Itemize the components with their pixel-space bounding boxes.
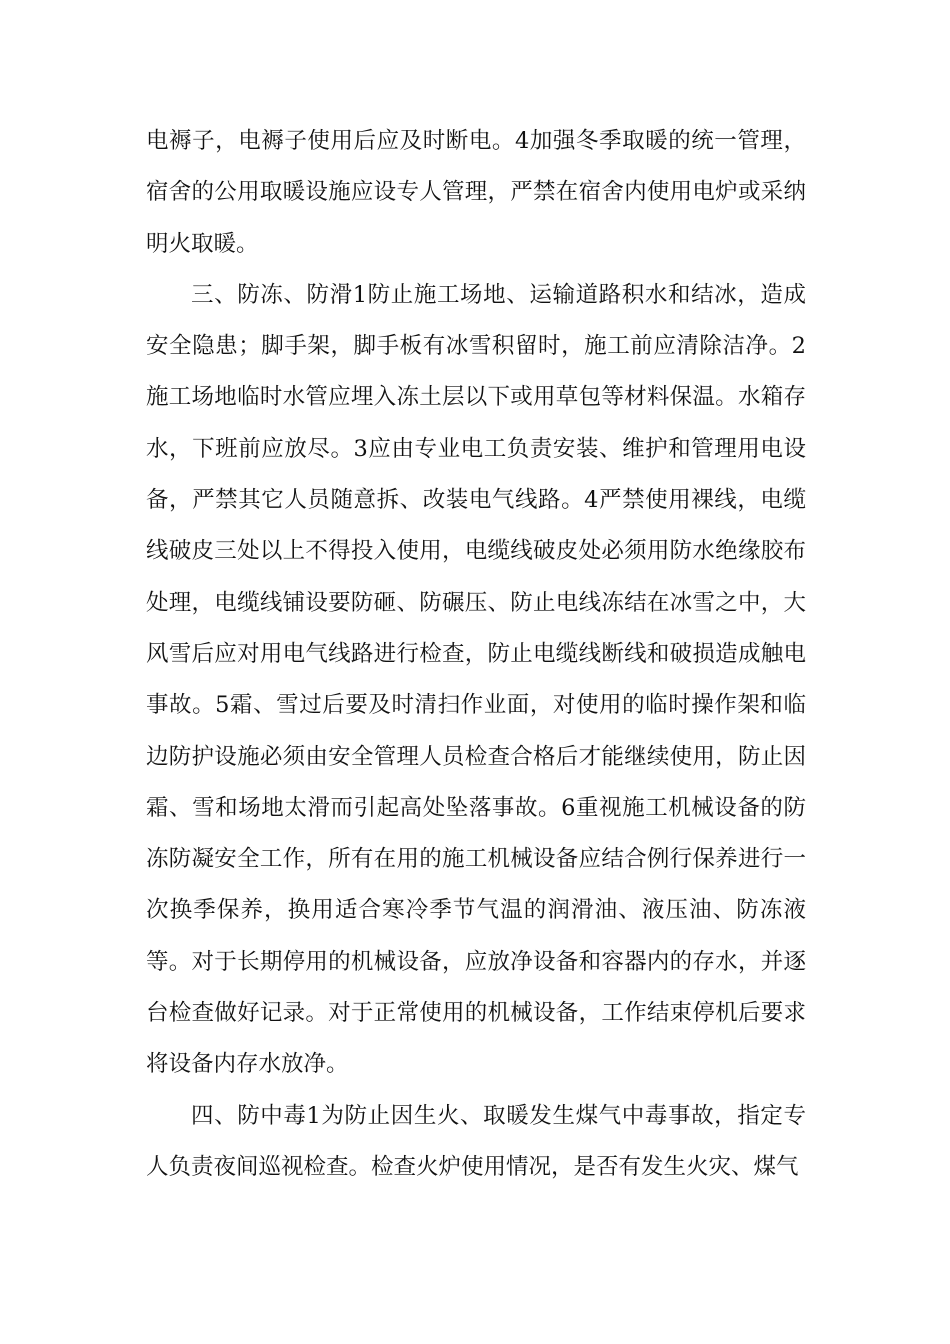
document-body <box>146 116 806 1193</box>
paragraph-antifreeze-antislip: 三、防冻、防滑1防止施工场地、运输道路积水和结冰，造成安全隐患；脚手架，脚手板有冰雪积留时，施工前应清除洁净。2施工场地临时水管应埋入冻土层以下或用草包等材料保温。水箱存水，下班前应放尽。3应由专业电工负责安装、维护和管理用电设备，严禁其它人员随意拆、改装电气线路。4严禁使用裸线，电缆线破皮三处以上不得投入使用，电缆线破皮处必须用防水绝缘胶布处理，电缆线铺设要防砸、防碾压、防止电线冻结在冰雪之中，大风雪后应对用电气线路进行检查，防止电缆线断线和破损造成触电事故。5霜、雪过后要及时清扫作业面，对使用的临时操作架和临边防护设施必须由安全管理人员检查合格后才能继续使用，防止因霜、雪和场地太滑而引起高处坠落事故。6重视施工机械设备的防冻防凝安全工作，所有在用的施工机械设备应结合例行保养进行一次换季保养，换用适合寒冷季节气温的润滑油、液压油、防冻液等。对于长期停用的机械设备，应放净设备和容器内的存水，并逐台检查做好记录。对于正常使用的机械设备，工作结束停机后要求将设备内存水放净。 <box>146 281 806 1078</box>
paragraph-anti-poisoning: 四、防中毒1为防止因生火、取暖发生煤气中毒事故，指定专人负责夜间巡视检查。检查火炉使用情况，是否有发生火灾、煤气 <box>146 1102 806 1180</box>
paragraph-heating-management: 电褥子，电褥子使用后应及时断电。4加强冬季取暖的统一管理，宿舍的公用取暖设施应设专人管理，严禁在宿舍内使用电炉或采纳明火取暖。 <box>146 128 806 257</box>
